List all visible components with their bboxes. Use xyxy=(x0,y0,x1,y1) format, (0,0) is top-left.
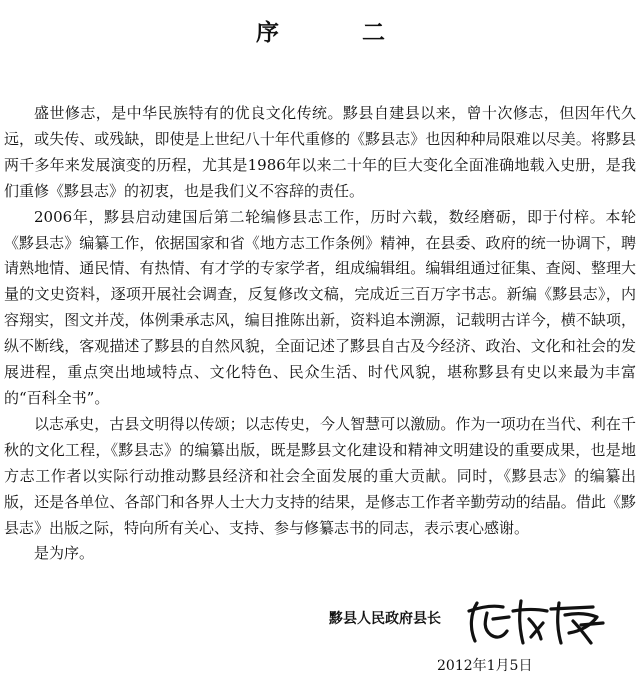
handwritten-signature xyxy=(463,597,609,647)
paragraph-3: 以志承史，古县文明得以传颂；以志传史，今人智慧可以激励。作为一项功在当代、利在千秋的文化工程，《黟县志》的编纂出版，既是黟县文化建设和精神文明建设的重要成果，也是地方志工作者以实际行动推动黟县经济和社会全面发展的重大贡献。同时，《黟县志》的编纂出版，还是各单位、各部门和各界人士大力支持的结果，是修志工作者辛勤劳动的结晶。借此《黟县志》出版之际，特向所有关心、支持、参与修纂志书的同志，表示衷心感谢。 xyxy=(4,414,636,537)
page-title: 序 二 xyxy=(256,20,415,46)
paragraph-4: 是为序。 xyxy=(34,544,95,563)
signature-label: 黟县人民政府县长 xyxy=(329,611,441,627)
paragraph-2: 2006年，黟县启动建国后第二轮编修县志工作，历时六载，数经磨砺，即于付梓。本轮《黟县志》编纂工作，依据国家和省《地方志工作条例》精神，在县委、政府的统一协调下，聘请熟地情、通民情、有热情、有才学的专家学者，组成编辑组。编辑组通过征集、查阅、整理大量的文史资料，逐项开展社会调查，反复修改文稿，完成近三百万字书志。新编《黟县志》，内容翔实，图文并茂，体例秉承志风，编目推陈出新，资料追本溯源，记载明古详今，横不缺项，纵不断线，客观描述了黟县的自然风貌，全面记述了黟县自古及今经济、政治、文化和社会的发展进程，重点突出地域特点、文化特色、民众生活、时代风貌，堪称黟县有史以来最为丰富的“百科全书”。 xyxy=(4,207,636,407)
preface-body xyxy=(4,101,636,567)
date: 2012年1月5日 xyxy=(437,658,533,674)
paragraph-1: 盛世修志，是中华民族特有的优良文化传统。黟县自建县以来，曾十次修志，但因年代久远，或失传、或残缺，即使是上世纪八十年代重修的《黟县志》也因种种局限难以尽美。将黟县两千多年来发展演变的历程，尤其是1986年以来二十年的巨大变化全面准确地载入史册，是我们重修《黟县志》的初衷，也是我们义不容辞的责任。 xyxy=(4,104,636,200)
